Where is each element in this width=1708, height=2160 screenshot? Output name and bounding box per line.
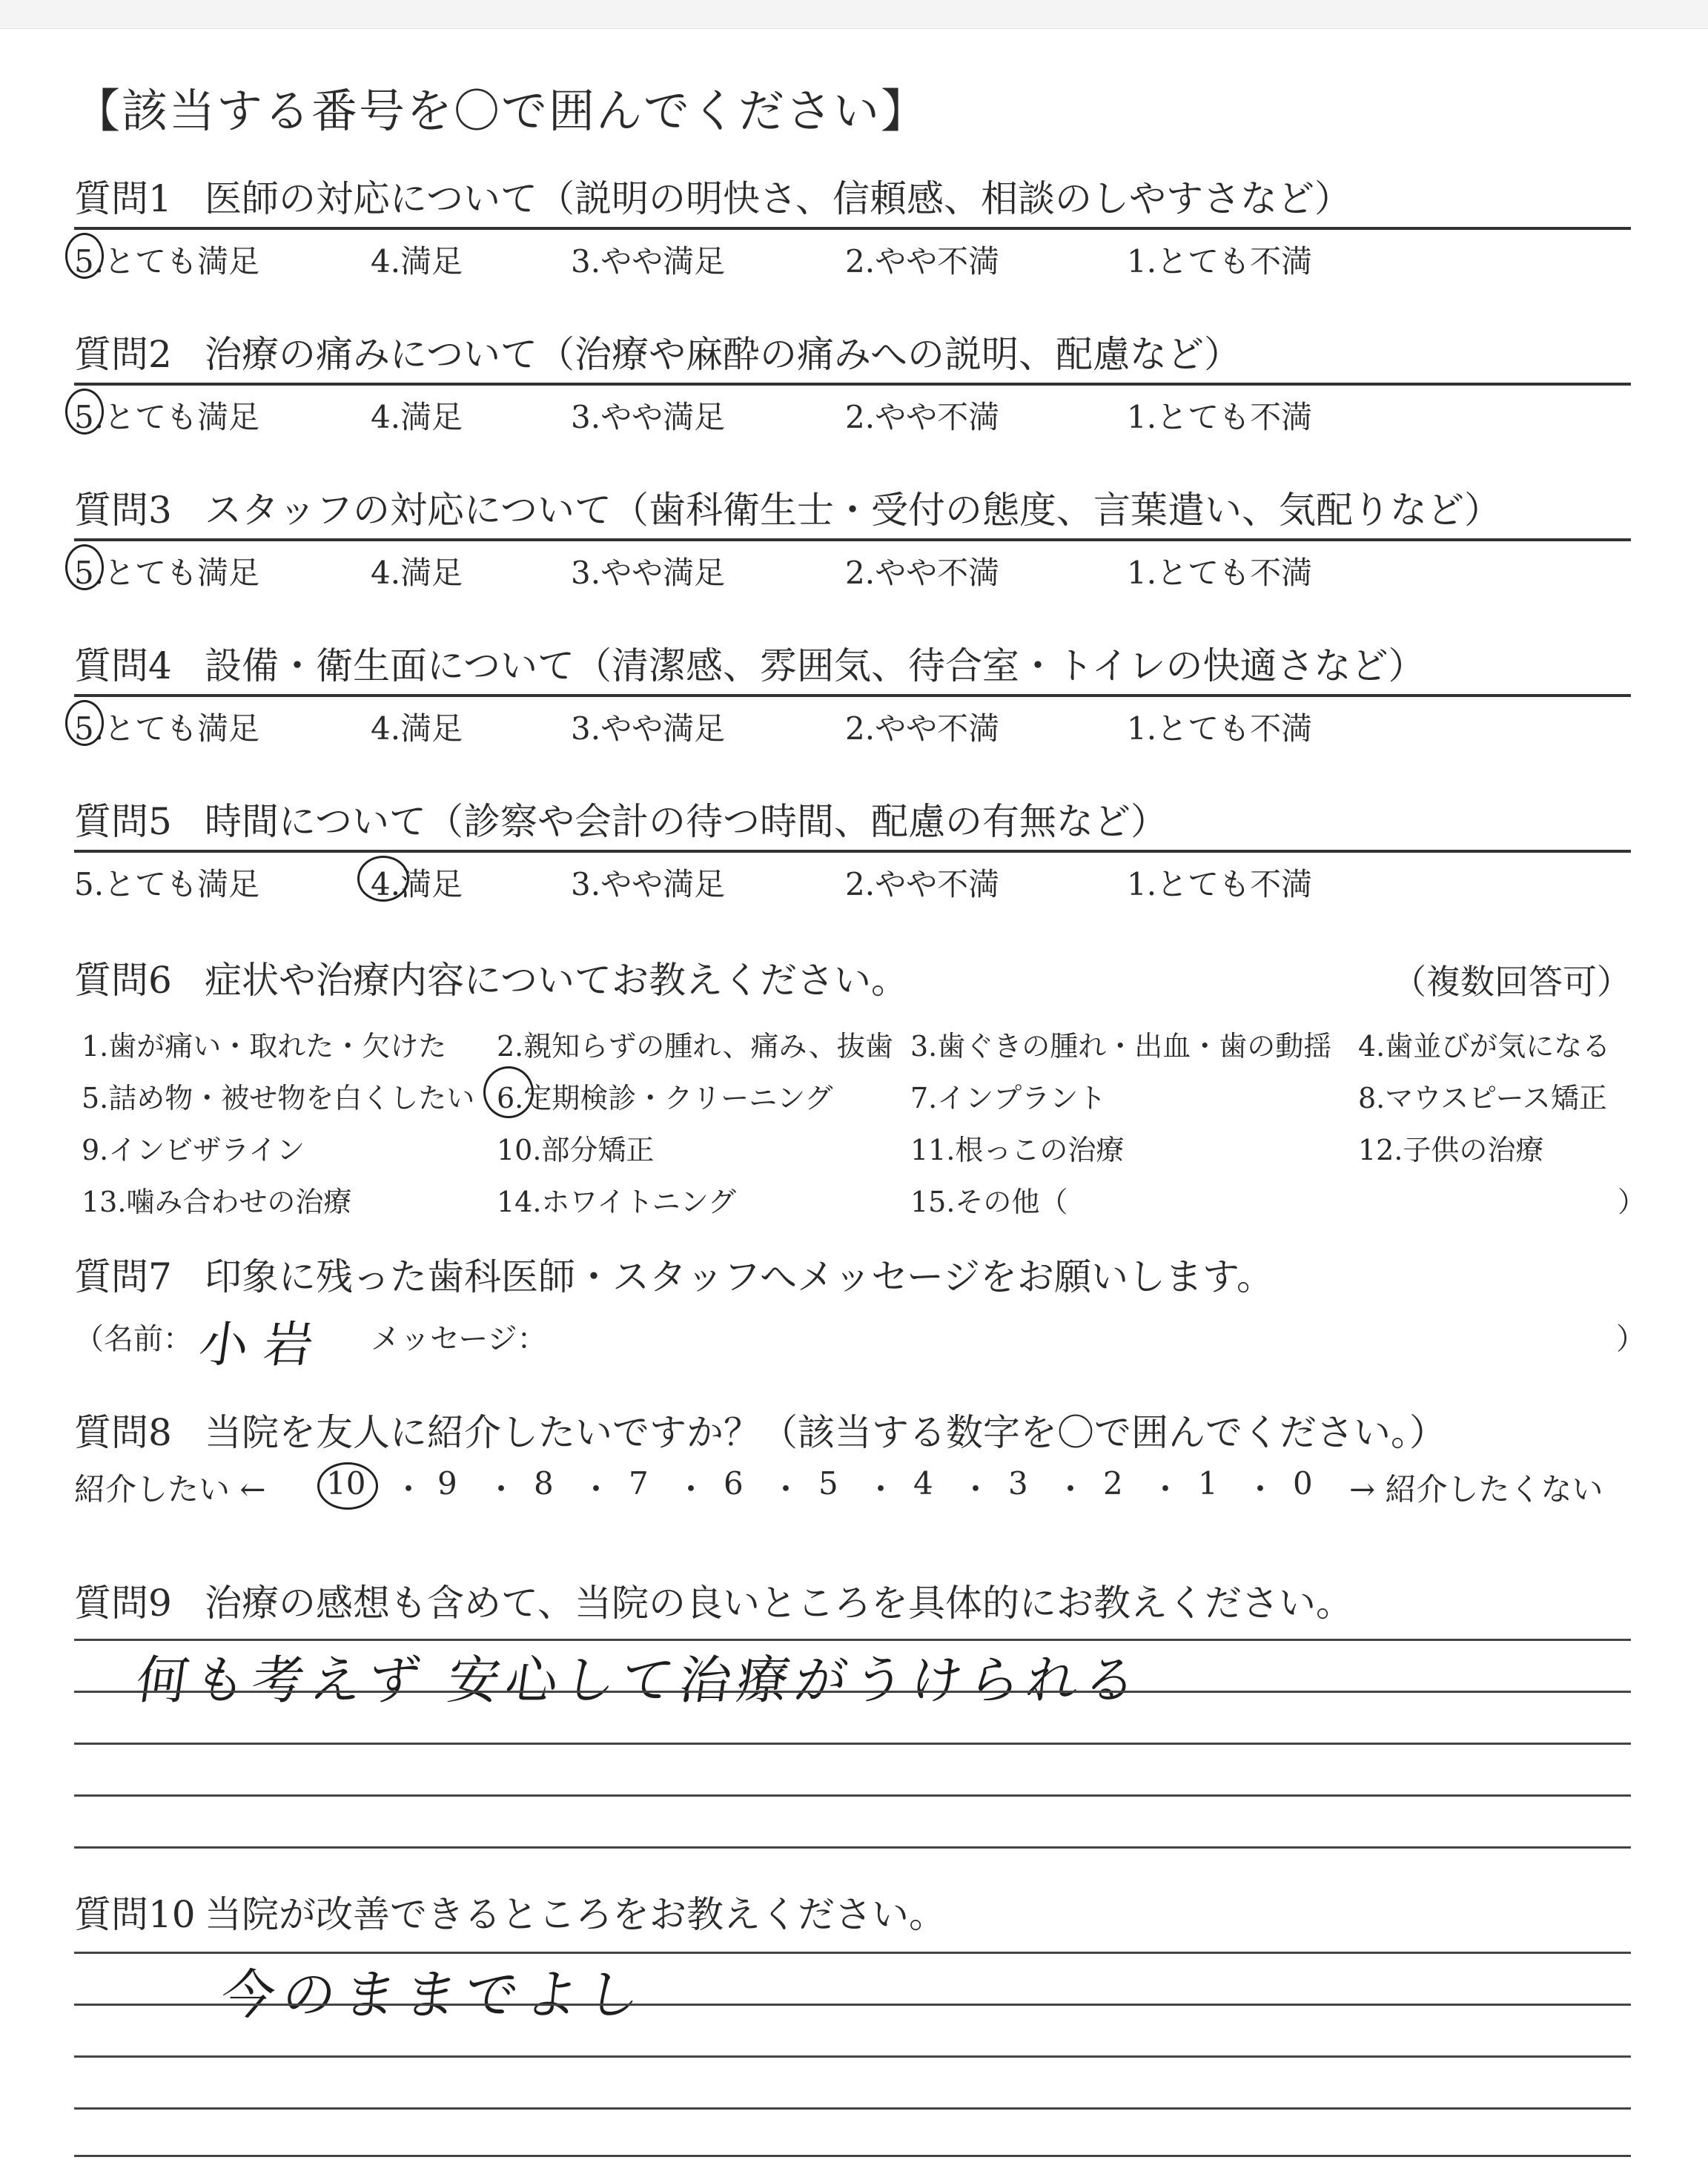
question-8: [74, 1394, 1631, 1461]
question-text: 当院が改善できるところをお教えください。: [205, 1893, 946, 1936]
scale-dot: ・: [1055, 1471, 1087, 1507]
symptom-option[interactable]: 3.歯ぐきの腫れ・出血・歯の動揺: [910, 1030, 1332, 1063]
question-label: 質問2: [74, 333, 172, 376]
symptom-option[interactable]: 2.親知らずの腫れ、痛み、抜歯: [497, 1030, 893, 1063]
rating-options: [74, 541, 1631, 591]
question-text: 印象に残った歯科医師・スタッフへメッセージをお願いします。: [205, 1255, 1274, 1298]
message-label: メッセージ：: [371, 1322, 547, 1356]
scale-7[interactable]: 7: [629, 1465, 649, 1502]
symptom-option[interactable]: 4.歯並びが気になる: [1358, 1030, 1611, 1063]
scale-5[interactable]: 5: [818, 1465, 838, 1502]
question-9: [74, 1565, 1631, 1631]
question-label: 質問10: [74, 1893, 196, 1936]
scale-dot: ・: [1150, 1471, 1182, 1507]
question-label: 質問5: [74, 800, 172, 843]
selection-circle: [65, 389, 104, 435]
option-4[interactable]: 4.満足: [371, 866, 463, 902]
name-handwritten[interactable]: 小 岩: [195, 1316, 317, 1373]
scale-dot: ・: [580, 1471, 612, 1507]
symptom-option[interactable]: 8.マウスピース矯正: [1358, 1082, 1607, 1114]
message-close-paren: ）: [1616, 1322, 1646, 1356]
question-label: 質問8: [74, 1411, 172, 1454]
selection-circle: [357, 856, 409, 902]
question-text: 医師の対応について（説明の明快さ、信頼感、相談のしやすさなど）: [205, 177, 1351, 220]
answer-line: [74, 1743, 1631, 1745]
symptom-option[interactable]: 14.ホワイトニング: [497, 1186, 737, 1218]
question-4: [74, 630, 1631, 747]
option-3[interactable]: 3.やや満足: [571, 555, 726, 591]
option-4[interactable]: 4.満足: [371, 399, 463, 435]
q9-handwritten-answer[interactable]: 何も考えず 安心して治療がうけられる: [132, 1650, 1147, 1711]
question-7: [74, 1238, 1646, 1373]
selection-circle: [483, 1066, 534, 1118]
scale-4[interactable]: 4: [913, 1465, 933, 1502]
answer-line: [74, 1794, 1631, 1797]
option-3[interactable]: 3.やや満足: [571, 243, 726, 280]
option-1[interactable]: 1.とても不満: [1127, 710, 1313, 747]
rating-options: [74, 853, 1631, 902]
question-label: 質問6: [74, 959, 172, 1002]
question-1: [74, 163, 1631, 280]
symptom-option[interactable]: 13.噛み合わせの治療: [82, 1186, 352, 1218]
q10-handwritten-answer[interactable]: 今のままでよし: [217, 1964, 652, 2026]
scale-dot: ・: [960, 1471, 992, 1507]
option-1[interactable]: 1.とても不満: [1127, 399, 1313, 435]
option-5[interactable]: 5.とても満足: [74, 710, 260, 747]
question-5: [74, 786, 1631, 902]
option-2[interactable]: 2.やや不満: [845, 710, 1000, 747]
option-2[interactable]: 2.やや不満: [845, 399, 1000, 435]
question-label: 質問7: [74, 1255, 172, 1298]
symptom-option[interactable]: 11.根っこの治療: [910, 1134, 1125, 1166]
question-2: [74, 319, 1631, 435]
option-2[interactable]: 2.やや不満: [845, 555, 1000, 591]
symptom-option-other[interactable]: 15.その他（: [910, 1186, 1068, 1218]
scale-8[interactable]: 8: [534, 1465, 554, 1502]
answer-line: [74, 1691, 1631, 1693]
symptom-option[interactable]: 5.詰め物・被せ物を白くしたい: [82, 1082, 475, 1114]
option-3[interactable]: 3.やや満足: [571, 399, 726, 435]
answer-line: [74, 2107, 1631, 2110]
question-text: 当院を友人に紹介したいですか？（該当する数字を〇で囲んでください。）: [205, 1411, 1446, 1454]
selection-circle: [317, 1462, 378, 1510]
question-text: 治療の痛みについて（治療や麻酔の痛みへの説明、配慮など）: [205, 333, 1241, 376]
option-5[interactable]: 5.とても満足: [74, 243, 260, 280]
question-6: [74, 942, 1646, 1231]
answer-line: [74, 1846, 1631, 1849]
rating-options: [74, 230, 1631, 280]
option-2[interactable]: 2.やや不満: [845, 243, 1000, 280]
scale-dot: ・: [393, 1471, 425, 1507]
question-label: 質問1: [74, 177, 172, 220]
other-close-paren: ）: [1618, 1186, 1646, 1218]
question-text: 設備・衛生面について（清潔感、雰囲気、待合室・トイレの快適さなど）: [205, 644, 1426, 687]
option-4[interactable]: 4.満足: [371, 243, 463, 280]
question-10: [74, 1876, 1631, 1943]
scale-0[interactable]: 0: [1293, 1465, 1313, 1502]
question-text: スタッフの対応について（歯科衛生士・受付の態度、言葉遣い、気配りなど）: [205, 489, 1501, 532]
scale-10[interactable]: 10: [326, 1465, 366, 1502]
scale-9[interactable]: 9: [437, 1465, 457, 1502]
scale-dot: ・: [770, 1471, 802, 1507]
question-text: 症状や治療内容についてお教えください。: [205, 959, 908, 1002]
option-1[interactable]: 1.とても不満: [1127, 243, 1313, 280]
option-1[interactable]: 1.とても不満: [1127, 555, 1313, 591]
selection-circle: [65, 233, 104, 279]
option-3[interactable]: 3.やや満足: [571, 866, 726, 902]
scale-dot: ・: [1245, 1471, 1277, 1507]
multiple-answer-note: （複数回答可）: [1392, 962, 1631, 1002]
option-4[interactable]: 4.満足: [371, 555, 463, 591]
scale-1[interactable]: 1: [1198, 1465, 1218, 1502]
option-5[interactable]: 5.とても満足: [74, 555, 260, 591]
option-3[interactable]: 3.やや満足: [571, 710, 726, 747]
scale-dot: ・: [675, 1471, 707, 1507]
scale-3[interactable]: 3: [1008, 1465, 1028, 1502]
answer-line: [74, 2004, 1631, 2006]
question-3: [74, 475, 1631, 591]
scale-right-label: → 紹介したくない: [1349, 1471, 1603, 1507]
scale-left-label: 紹介したい ←: [74, 1471, 266, 1507]
selection-circle: [65, 544, 104, 590]
question-text: 時間について（診察や会計の待つ時間、配慮の有無など）: [205, 800, 1168, 843]
answer-line: [74, 2055, 1631, 2058]
rating-options: [74, 697, 1631, 747]
message-row: [74, 1305, 1646, 1373]
recommend-scale: [74, 1465, 1631, 1510]
question-text: 治療の感想も含めて、当院の良いところを具体的にお教えください。: [205, 1582, 1353, 1625]
symptom-option[interactable]: 12.子供の治療: [1358, 1134, 1544, 1166]
scale-2[interactable]: 2: [1103, 1465, 1123, 1502]
option-2[interactable]: 2.やや不満: [845, 866, 1000, 902]
scale-6[interactable]: 6: [724, 1465, 744, 1502]
symptom-options: [74, 1008, 1646, 1231]
question-label: 質問4: [74, 644, 172, 687]
option-4[interactable]: 4.満足: [371, 710, 463, 747]
symptom-option[interactable]: 9.インビザライン: [82, 1134, 305, 1166]
question-label: 質問3: [74, 489, 172, 532]
option-5[interactable]: 5.とても満足: [74, 399, 260, 435]
option-1[interactable]: 1.とても不満: [1127, 866, 1313, 902]
symptom-option[interactable]: 10.部分矯正: [497, 1134, 655, 1166]
option-5[interactable]: 5.とても満足: [74, 866, 260, 902]
question-label: 質問9: [74, 1582, 172, 1625]
symptom-option[interactable]: 1.歯が痛い・取れた・欠けた: [82, 1030, 447, 1063]
scale-dot: ・: [486, 1471, 517, 1507]
page-title: 【該当する番号を〇で囲んでください】: [74, 84, 929, 138]
rating-options: [74, 386, 1631, 435]
name-label: （名前：: [74, 1322, 193, 1356]
selection-circle: [65, 700, 104, 746]
scan-top-edge: [0, 0, 1708, 29]
answer-line: [74, 2155, 1631, 2157]
symptom-option[interactable]: 6.定期検診・クリーニング: [497, 1082, 833, 1114]
scale-dot: ・: [865, 1471, 897, 1507]
symptom-option[interactable]: 7.インプラント: [910, 1082, 1107, 1114]
